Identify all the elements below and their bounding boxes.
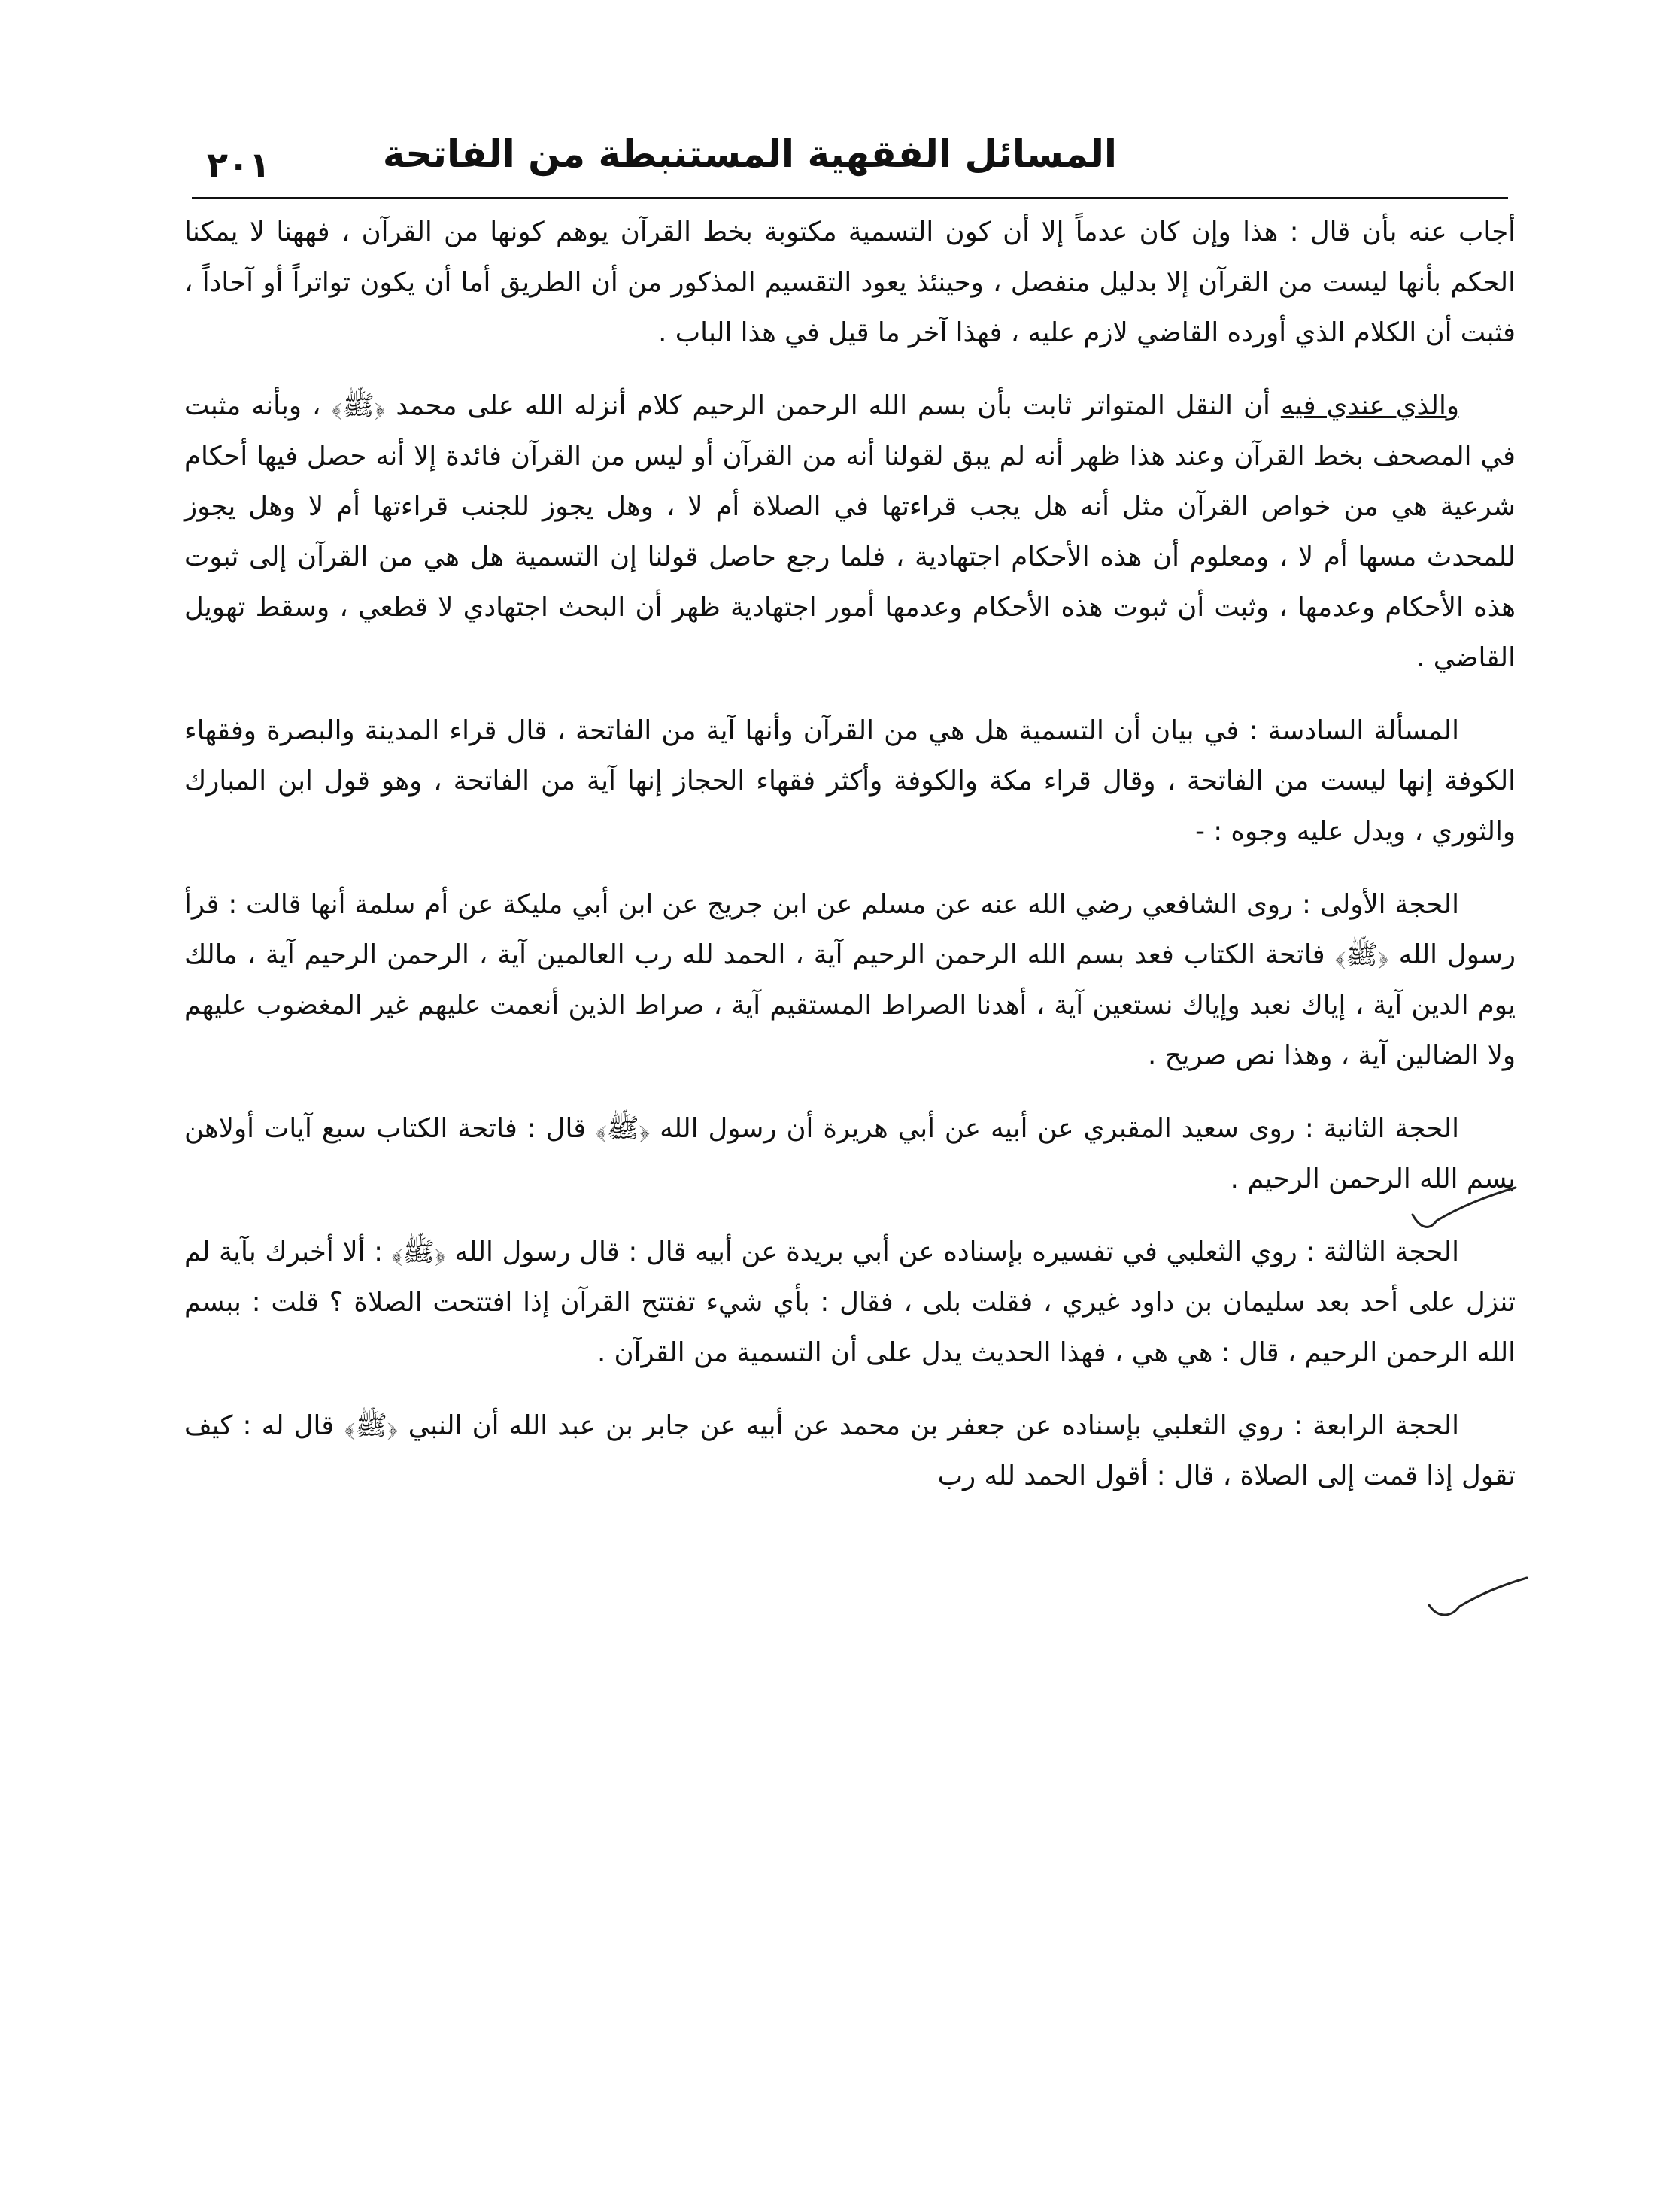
handwritten-check-mark-icon bbox=[1422, 1572, 1534, 1625]
paragraph-author-opinion bbox=[184, 381, 1516, 683]
underlined-phrase: والذي عندي فيه bbox=[1280, 390, 1459, 421]
paragraph-sixth-issue: المسألة السادسة : في بيان أن التسمية هل هي من القرآن وأنها آية من الفاتحة ، قال قراء المدينة والبصرة وفقهاء الكوفة إنها ليست من الفاتحة ، وقال قراء مكة والكوفة وأكثر فقهاء الحجاز إنها آية من الفاتحة ، وهو قول ابن المبارك والثوري ، ويدل عليه وجوه : - bbox=[184, 715, 1516, 847]
paragraph-third-proof: الحجة الثالثة : روي الثعلبي في تفسيره بإسناده عن أبي بريدة عن أبيه قال : قال رسول الله ﴿ﷺ﴾ : ألا أخبرك بآية لم تنزل على أحد بعد سليمان بن داود غيري ، فقلت بلى ، فقال : بأي شيء تفتتح القرآن إذا افتتحت الصلاة ؟ قلت : ببسم الله الرحمن الرحيم ، قال : هي هي ، فهذا الحديث يدل على أن التسمية من القرآن . bbox=[184, 1236, 1516, 1368]
running-title: المسائل الفقهية المستنبطة من الفاتحة bbox=[382, 132, 1117, 176]
paragraph-first-proof: الحجة الأولى : روى الشافعي رضي الله عنه عن مسلم عن ابن جريج عن ابن أبي مليكة عن أم سلمة أنها قالت : قرأ رسول الله ﴿ﷺ﴾ فاتحة الكتاب فعد بسم الله الرحمن الرحيم آية ، الحمد لله رب العالمين آية ، الرحمن الرحيم آية ، مالك يوم الدين آية ، إياك نعبد وإياك نستعين آية ، أهدنا الصراط المستقيم آية ، صراط الذين أنعمت عليهم غير المغضوب عليهم ولا الضالين آية ، وهذا نص صريح . bbox=[184, 889, 1516, 1071]
paragraph-answer: أجاب عنه بأن قال : هذا وإن كان عدماً إلا أن كون التسمية مكتوبة بخط القرآن يوهم كونها من القرآن ، فههنا لا يمكنا الحكم بأنها ليست من القرآن إلا بدليل منفصل ، وحينئذ يعود التقسيم المذكور من أن الطريق أما أن يكون تواتراً أو آحاداً ، فثبت أن الكلام الذي أورده القاضي لازم عليه ، فهذا آخر ما قيل في هذا الباب . bbox=[184, 217, 1516, 348]
page-header bbox=[192, 128, 1508, 188]
handwritten-check-mark-icon bbox=[1407, 1185, 1519, 1237]
body-text bbox=[184, 207, 1516, 1524]
header-divider bbox=[192, 197, 1508, 199]
paragraph-fourth-proof: الحجة الرابعة : روي الثعلبي بإسناده عن جعفر بن محمد عن أبيه عن جابر بن عبد الله أن النبي ﴿ﷺ﴾ قال له : كيف تقول إذا قمت إلى الصلاة ، قال : أقول الحمد لله رب bbox=[184, 1410, 1516, 1491]
paragraph-author-opinion-text: أن النقل المتواتر ثابت بأن بسم الله الرحمن الرحيم كلام أنزله الله على محمد ﴿ﷺ﴾ ، وبأنه مثبت في المصحف بخط القرآن وعند هذا ظهر أنه لم يبق لقولنا أنه من القرآن أو ليس من القرآن فائدة إلا أنه حصل فيها أحكام شرعية هي من خواص القرآن مثل أنه هل يجب قراءتها في الصلاة أم لا ، وهل يجوز للجنب قراءتها أم لا وهل يجوز للمحدث مسها أم لا ، ومعلوم أن هذه الأحكام اجتهادية ، فلما رجع حاصل قولنا إن التسمية هل هي من القرآن إلى ثبوت هذه الأحكام وعدمها ، وثبت أن ثبوت هذه الأحكام وعدمها أمور اجتهادية ظهر أن البحث اجتهادي لا قطعي ، وسقط تهويل القاضي . bbox=[184, 390, 1516, 673]
page-number: ٢٠١ bbox=[207, 144, 271, 185]
paragraph-second-proof: الحجة الثانية : روى سعيد المقبري عن أبيه عن أبي هريرة أن رسول الله ﴿ﷺ﴾ قال : فاتحة الكتاب سبع آيات أولاهن بسم الله الرحمن الرحيم . bbox=[184, 1113, 1516, 1194]
